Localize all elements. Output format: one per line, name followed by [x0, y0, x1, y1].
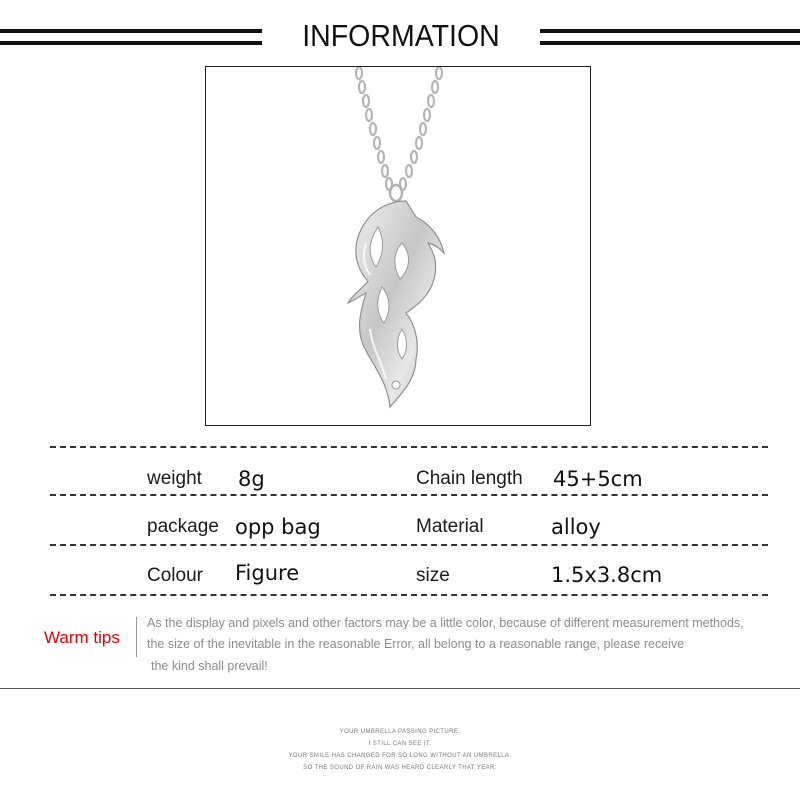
spec-package-value: opp bag — [235, 515, 321, 539]
spec-size-value: 1.5x3.8cm — [551, 563, 663, 587]
divider — [50, 494, 768, 496]
warm-tips-line: As the display and pixels and other factors may be a little color, because of different measurement methods, — [147, 616, 744, 630]
warm-tips-line: the kind shall prevail! — [151, 659, 268, 673]
divider — [50, 446, 768, 448]
warm-tips-separator — [136, 617, 137, 657]
divider — [50, 594, 768, 596]
footer-poem-line: I STILL CAN SEE IT. — [368, 741, 432, 747]
flame-pendant — [348, 201, 444, 407]
footer-poem-line: SO THE SOUND OF RAIN WAS HEARD CLEARLY THAT YEAR. — [303, 765, 497, 771]
spec-size-label: size — [416, 565, 450, 586]
warm-tips-label: Warm tips — [44, 628, 120, 647]
footer-poem-line: YOUR UMBRELLA PASSING PICTURE, — [339, 729, 461, 735]
spec-package-label: package — [147, 516, 219, 537]
bottom-divider — [0, 688, 800, 689]
footer-poem-line: YOUR SMILE HAS CHANGED FOR SO LONG WITHOUT AN UMBRELLA, — [288, 753, 512, 759]
spec-chain-length-value: 45+5cm — [553, 467, 643, 491]
flame-pendant-icon — [206, 67, 590, 425]
spec-colour-label: Colour — [147, 565, 203, 586]
spec-material-value: alloy — [551, 515, 601, 539]
spec-weight-value: 8g — [238, 467, 265, 491]
chain-right — [400, 67, 442, 190]
divider — [50, 544, 768, 546]
header-rule-right — [540, 29, 800, 45]
warm-tips-line: the size of the inevitable in the reasonable Error, all belong to a reasonable range, please receive — [147, 637, 685, 651]
spec-chain-length-label: Chain length — [416, 468, 523, 489]
header-rule-left — [0, 29, 262, 45]
spec-weight-label: weight — [147, 468, 202, 489]
page-title: INFORMATION — [302, 18, 500, 53]
spec-material-label: Material — [416, 516, 484, 537]
chain-left — [356, 67, 392, 190]
spec-colour-value: Figure — [235, 561, 300, 585]
product-image — [205, 66, 591, 426]
